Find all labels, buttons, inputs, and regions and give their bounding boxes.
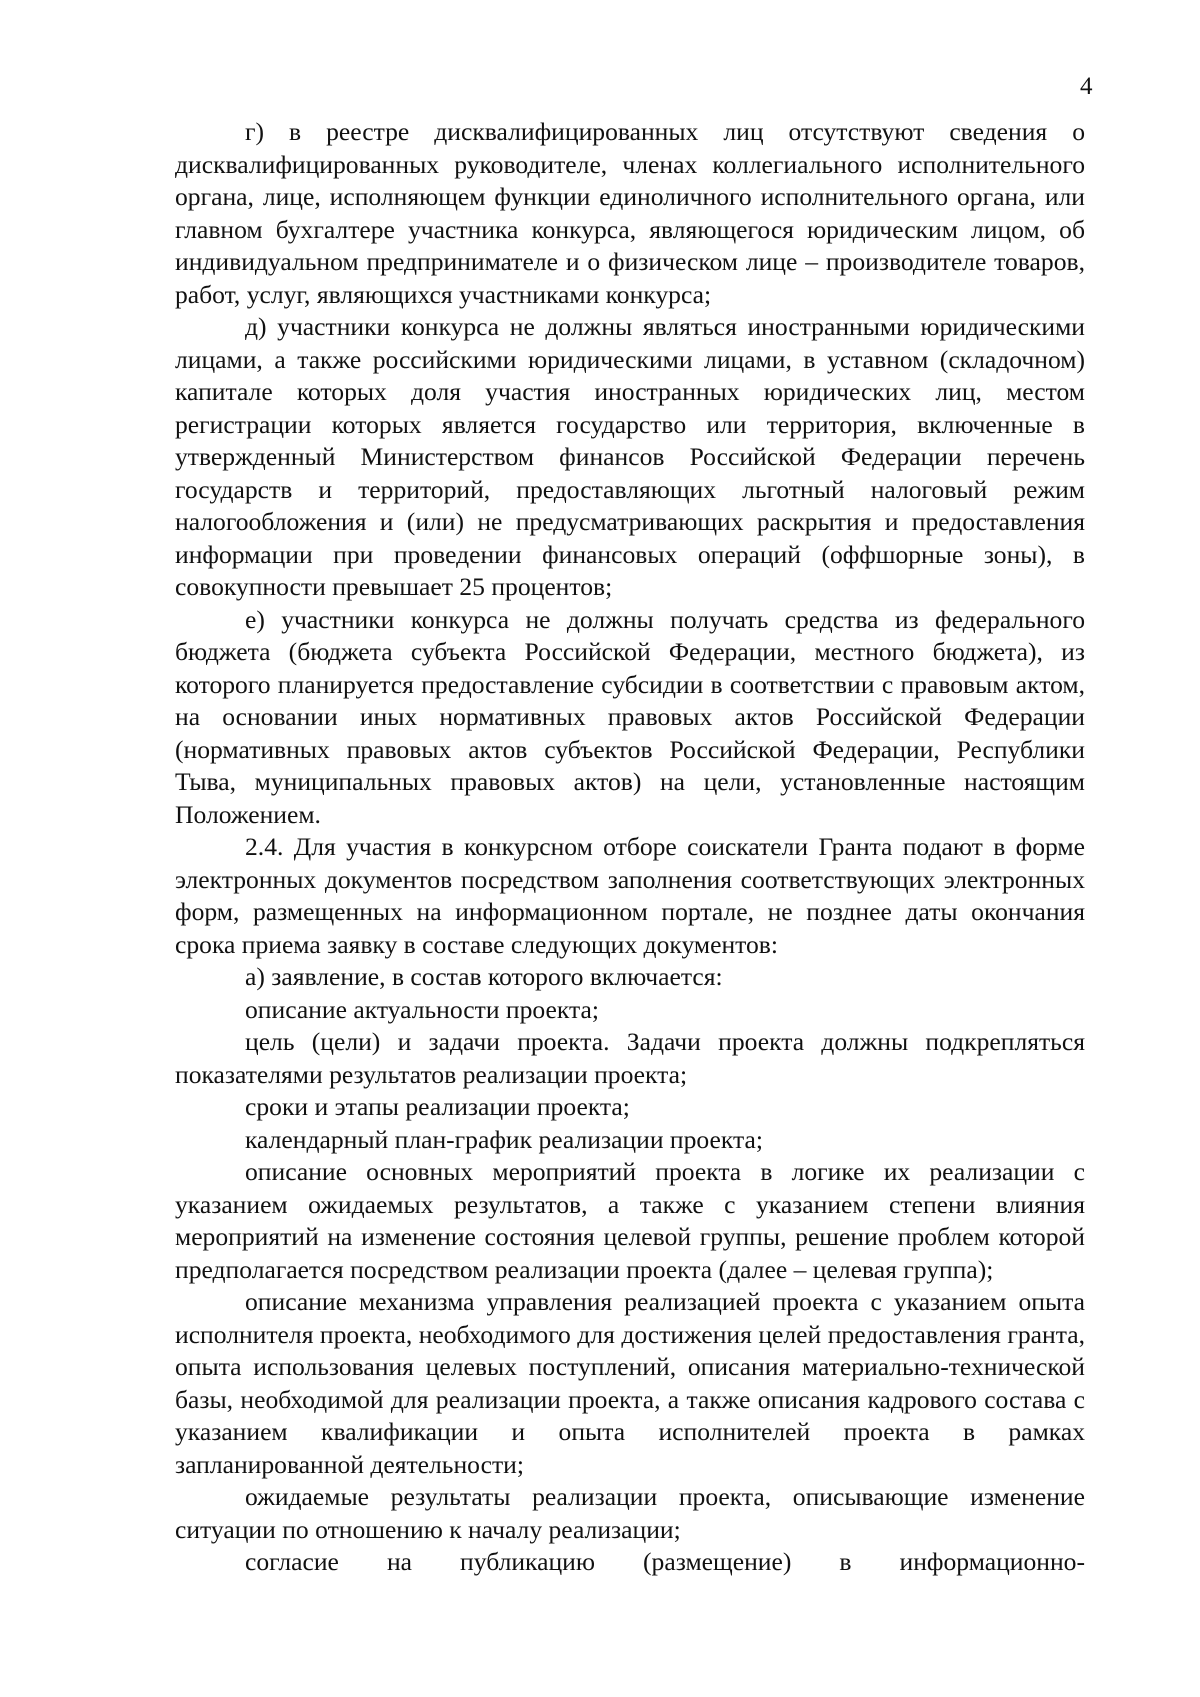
list-item-consent: согласие на публикацию (размещение) в информационно- [245, 1547, 1085, 1576]
paragraph-g: г) в реестре дисквалифицированных лиц отсутствуют сведения о дисквалифицированных руководителе, членах коллегиального исполнительного органа, лице, исполняющем функции единоличного исполнительного органа, или главном бухгалтере участника конкурса, являющегося юридическим лицом, об индивидуальном предпринимателе и о физическом лице – производителе товаров, работ, услуг, являющихся участниками конкурса; [175, 117, 1085, 309]
list-item-management: описание механизма управления реализацией проекта с указанием опыта исполнителя проекта, необходимого для достижения целей предоставления гранта, опыта использования целевых поступлений, описания материально-технической базы, необходимой для реализации проекта, а также описания кадрового состава с указанием квалификации и опыта исполнителей проекта в рамках запланированной деятельности; [175, 1287, 1085, 1479]
list-item-timeline: сроки и этапы реализации проекта; [245, 1092, 630, 1121]
list-item-schedule: календарный план-график реализации проекта; [245, 1124, 763, 1154]
list-item-results: ожидаемые результаты реализации проекта, описывающие изменение ситуации по отношению к началу реализации; [175, 1482, 1085, 1544]
paragraph-e: е) участники конкурса не должны получать средства из федерального бюджета (бюджета субъекта Российской Федерации, местного бюджета), из которого планируется предоставление субсидии в соответствии с правовым актом, на основании иных нормативных правовых актов Российской Федерации (нормативных правовых актов субъектов Российской Федерации, Республики Тыва, муниципальных правовых актов) на цели, установленные настоящим Положением. [175, 604, 1085, 829]
list-item-goals: цель (цели) и задачи проекта. Задачи проекта должны подкрепляться показателями результатов реализации проекта; [175, 1027, 1085, 1089]
document-body [175, 116, 1085, 1579]
list-item-relevance: описание актуальности проекта; [245, 994, 599, 1024]
paragraph-2-4: 2.4. Для участия в конкурсном отборе соискатели Гранта подают в форме электронных документов посредством заполнения соответствующих электронных форм, размещенных на информационном портале, не позднее даты окончания срока приема заявку в составе следующих документов: [175, 832, 1085, 959]
page-number: 4 [1080, 73, 1093, 100]
paragraph-d: д) участники конкурса не должны являться иностранными юридическими лицами, а также российскими юридическими лицами, в уставном (складочном) капитале которых доля участия иностранных юридических лиц, местом регистрации которых является государство или территория, включенные в утвержденный Министерством финансов Российской Федерации перечень государств и территорий, предоставляющих льготный налоговый режим налогообложения и (или) не предусматривающих раскрытия и предоставления информации при проведении финансовых операций (оффшорные зоны), в совокупности превышает 25 процентов; [175, 312, 1085, 601]
list-item-activities: описание основных мероприятий проекта в логике их реализации с указанием ожидаемых результатов, а также с указанием степени влияния мероприятий на изменение состояния целевой группы, решение проблем которой предполагается посредством реализации проекта (далее – целевая группа); [175, 1157, 1085, 1284]
paragraph-a: а) заявление, в состав которого включается: [245, 962, 723, 991]
